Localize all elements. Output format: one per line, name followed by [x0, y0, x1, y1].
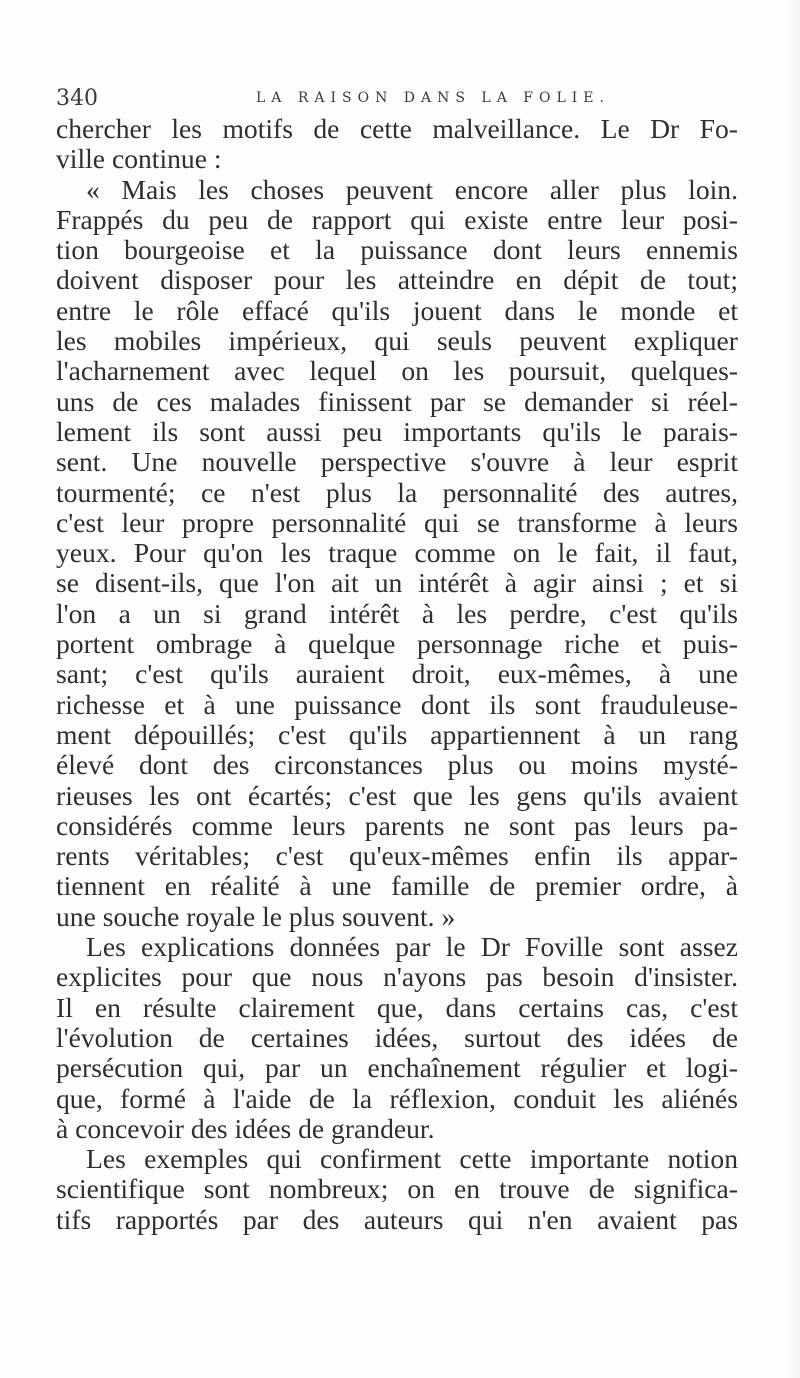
text-line: portent ombrage à quelque personnage riche et puis- [56, 628, 738, 660]
running-title: LA RAISON DANS LA FOLIE. [256, 90, 610, 106]
page-header [56, 86, 746, 114]
text-line: Les explications données par le Dr Foville sont assez [86, 931, 738, 963]
text-line: uns de ces malades finissent par se demander si réel- [56, 385, 738, 417]
page-number: 340 [56, 86, 98, 111]
text-line: doivent disposer pour les atteindre en dépit de tout; [56, 264, 738, 296]
text-line: l'évolution de certaines idées, surtout des idées de [56, 1021, 738, 1053]
text-line: une souche royale le plus souvent. » [56, 900, 456, 932]
text-line: rieuses les ont écartés; c'est que les gens qu'ils avaient [56, 779, 738, 811]
text-line: considérés comme leurs parents ne sont pas leurs pa- [56, 809, 738, 841]
text-line: lement ils sont aussi peu importants qu'ils le parais- [56, 415, 738, 447]
text-line: l'on a un si grand intérêt à les perdre, c'est qu'ils [56, 597, 738, 629]
text-line: que, formé à l'aide de la réflexion, conduit les aliénés [56, 1082, 738, 1114]
text-line: chercher les motifs de cette malveillance. Le Dr Fo- [56, 113, 738, 144]
text-line: tifs rapportés par des auteurs qui n'en avaient pas [56, 1203, 738, 1235]
text-line: ville continue : [56, 143, 222, 175]
text-line: l'acharnement avec lequel on les poursuit, quelques- [56, 355, 738, 387]
text-line: Il en résulte clairement que, dans certains cas, c'est [56, 991, 738, 1023]
text-line: les mobiles impérieux, qui seuls peuvent expliquer [56, 325, 738, 357]
text-line: tiennent en réalité à une famille de premier ordre, à [56, 870, 738, 902]
text-line: persécution qui, par un enchaînement régulier et logi- [56, 1052, 738, 1084]
text-line: ment dépouillés; c'est qu'ils appartiennent à un rang [56, 718, 738, 750]
text-line: sent. Une nouvelle perspective s'ouvre à leur esprit [56, 446, 738, 478]
text-line: richesse et à une puissance dont ils sont frauduleuse- [56, 688, 738, 720]
text-line: tion bourgeoise et la puissance dont leurs ennemis [56, 234, 738, 266]
text-line: se disent-ils, que l'on ait un intérêt à agir ainsi ; et si [56, 567, 738, 599]
text-line: explicites pour que nous n'ayons pas besoin d'insister. [56, 961, 738, 993]
text-line: Frappés du peu de rapport qui existe entre leur posi- [56, 203, 738, 235]
text-line: entre le rôle effacé qu'ils jouent dans le monde et [56, 294, 738, 326]
page-edge-shadow [786, 0, 800, 1378]
body-text [56, 114, 738, 1235]
text-line: sant; c'est qu'ils auraient droit, eux-mêmes, à une [56, 658, 738, 690]
text-line: « Mais les choses peuvent encore aller plus loin. [86, 173, 738, 205]
text-line: rents véritables; c'est qu'eux-mêmes enfin ils appar- [56, 840, 738, 872]
text-line: tourmenté; ce n'est plus la personnalité des autres, [56, 476, 738, 508]
text-line: à concevoir des idées de grandeur. [56, 1112, 435, 1144]
text-line: yeux. Pour qu'on les traque comme on le fait, il faut, [56, 537, 738, 569]
text-line: Les exemples qui confirment cette importante notion [86, 1143, 738, 1175]
text-line: élevé dont des circonstances plus ou moins mysté- [56, 749, 738, 781]
text-line: c'est leur propre personnalité qui se transforme à leurs [56, 506, 738, 538]
text-line: scientifique sont nombreux; on en trouve de significa- [56, 1173, 738, 1205]
